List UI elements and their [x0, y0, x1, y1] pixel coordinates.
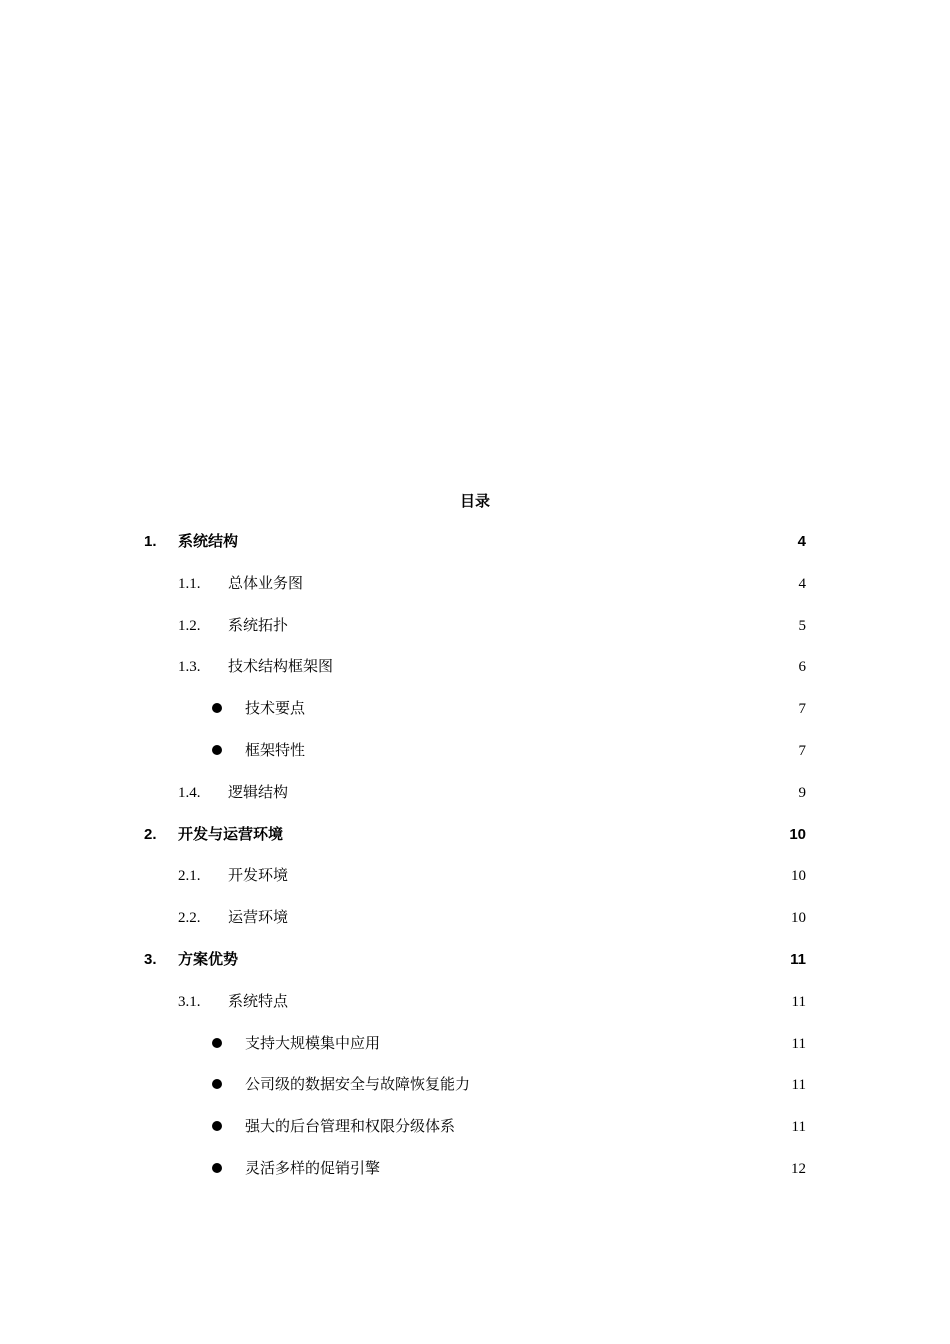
toc-entry-number: 2.2.: [178, 910, 201, 927]
toc-entry[interactable]: [0, 1115, 950, 1157]
toc-entry[interactable]: [0, 948, 950, 990]
bullet-icon: [210, 1162, 245, 1177]
toc-entry-label: 灵活多样的促销引擎: [245, 1158, 381, 1177]
table-of-contents: [0, 530, 950, 1199]
toc-entry-page: 12: [791, 1160, 806, 1177]
toc-entry-number: 1.1.: [178, 575, 201, 592]
bullet-icon: [210, 744, 245, 759]
toc-entry-label: 技术要点: [245, 699, 306, 718]
toc-entry-label: 开发环境: [228, 866, 289, 885]
toc-entry-page: 7: [798, 742, 806, 759]
toc-entry[interactable]: [0, 906, 950, 948]
toc-entry[interactable]: [0, 781, 950, 823]
toc-entry-page: 10: [791, 868, 806, 885]
bullet-icon: [210, 702, 245, 717]
toc-entry-page: 11: [791, 1035, 806, 1052]
toc-entry-label: 技术结构框架图: [228, 657, 334, 676]
toc-entry-page: 11: [791, 1077, 806, 1094]
toc-entry[interactable]: [0, 1032, 950, 1074]
toc-entry-page: 10: [789, 825, 806, 843]
toc-entry-page: 11: [790, 950, 806, 968]
toc-entry-page: 10: [791, 910, 806, 927]
toc-entry-page: 11: [791, 993, 806, 1010]
toc-entry[interactable]: [0, 697, 950, 739]
toc-entry-number: 2.1.: [178, 868, 201, 885]
toc-entry[interactable]: [0, 572, 950, 614]
toc-entry[interactable]: [0, 990, 950, 1032]
toc-entry-label: 方案优势: [178, 949, 239, 968]
toc-title: 目录: [459, 492, 490, 510]
toc-entry-page: 4: [797, 533, 806, 550]
toc-entry-number: 1.: [144, 533, 157, 550]
bullet-icon: [210, 1120, 245, 1135]
toc-entry-label: 系统拓扑: [228, 615, 289, 634]
toc-entry-label: 框架特性: [245, 740, 306, 759]
toc-entry-label: 支持大规模集中应用: [245, 1033, 381, 1052]
bullet-icon: [210, 1078, 245, 1093]
toc-entry[interactable]: [0, 864, 950, 906]
toc-entry-page: 9: [798, 784, 806, 801]
toc-entry-page: 5: [798, 617, 806, 634]
toc-entry[interactable]: [0, 530, 950, 572]
toc-entry[interactable]: [0, 614, 950, 656]
toc-entry-label: 逻辑结构: [228, 782, 289, 801]
toc-entry-label: 运营环境: [228, 908, 289, 927]
toc-entry[interactable]: [0, 1073, 950, 1115]
toc-entry-label: 强大的后台管理和权限分级体系: [245, 1117, 456, 1136]
toc-entry[interactable]: [0, 1157, 950, 1199]
toc-entry-number: 3.: [144, 950, 157, 968]
toc-entry-number: 3.1.: [178, 993, 201, 1010]
toc-entry[interactable]: [0, 655, 950, 697]
toc-entry-page: 7: [798, 701, 806, 718]
toc-entry-label: 公司级的数据安全与故障恢复能力: [245, 1075, 471, 1094]
toc-entry-page: 11: [791, 1119, 806, 1136]
toc-entry-number: 1.2.: [178, 617, 201, 634]
toc-entry-page: 4: [798, 575, 806, 592]
toc-entry-label: 系统结构: [178, 532, 239, 550]
toc-entry-number: 1.3.: [178, 659, 201, 676]
bullet-icon: [210, 1037, 245, 1052]
toc-entry-label: 系统特点: [228, 991, 289, 1010]
toc-entry-label: 总体业务图: [228, 573, 304, 592]
toc-entry-number: 2.: [144, 825, 157, 843]
toc-entry-page: 6: [798, 659, 806, 676]
toc-entry[interactable]: [0, 823, 950, 865]
toc-entry[interactable]: [0, 739, 950, 781]
toc-entry-number: 1.4.: [178, 784, 201, 801]
toc-entry-label: 开发与运营环境: [178, 824, 284, 843]
